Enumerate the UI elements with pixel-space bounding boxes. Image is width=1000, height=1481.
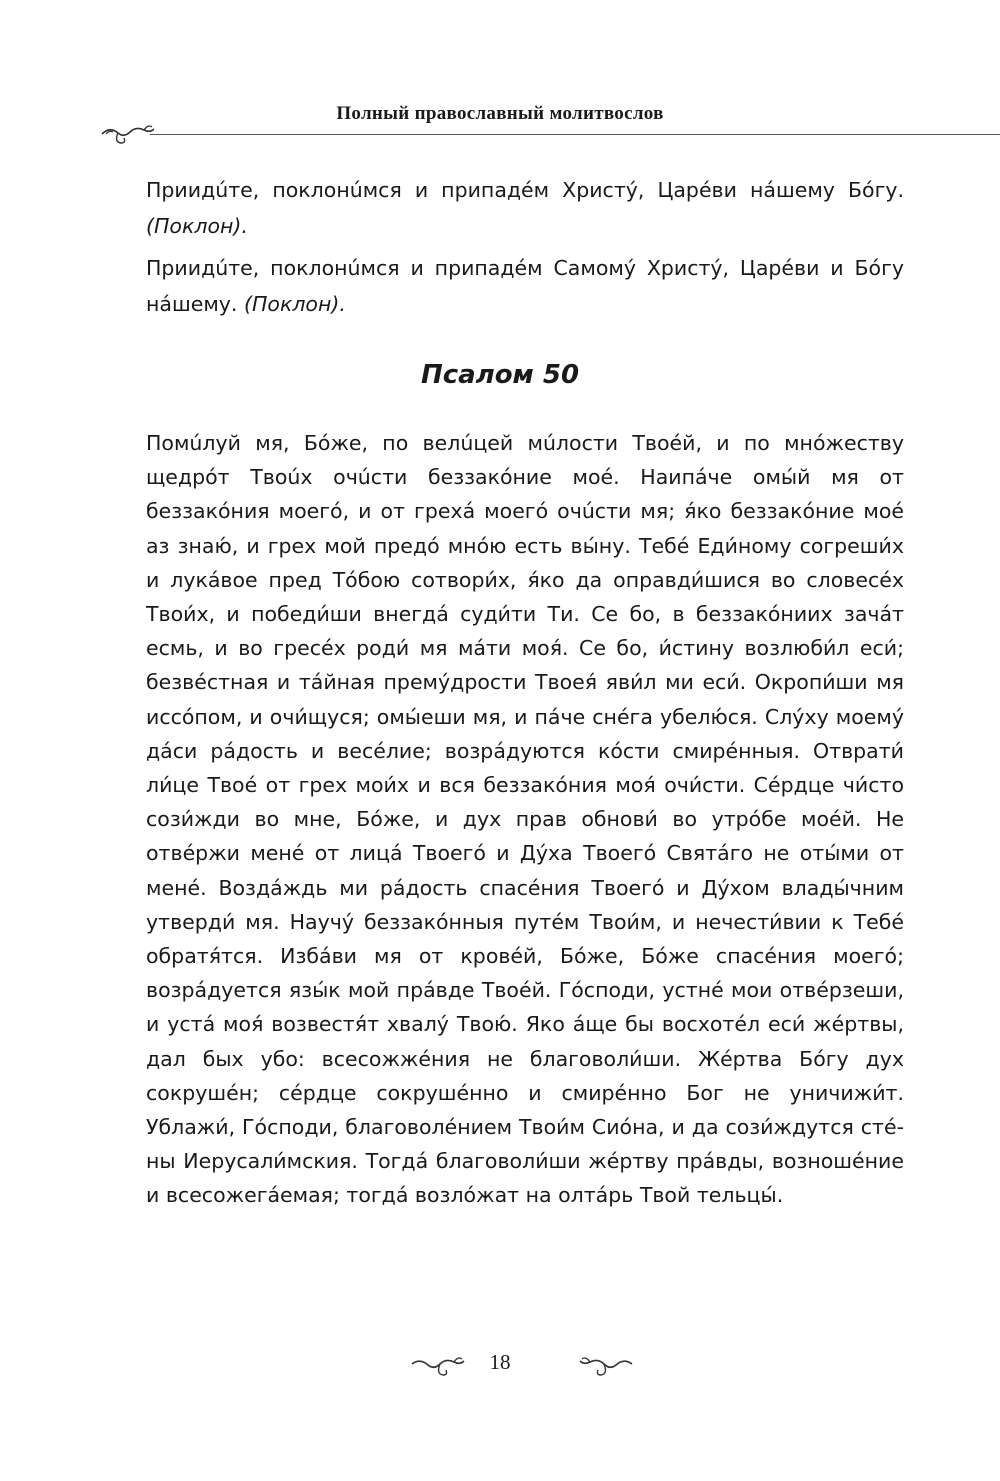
scroll-ornament-icon [100,118,156,148]
scroll-ornament-right-icon [578,1352,634,1382]
prayer-line-1 [146,172,904,244]
prayer-note: (Поклон). [243,292,346,316]
invocation-block [146,172,904,328]
prayer-line-2 [146,250,904,322]
page-number: 18 [489,1350,511,1374]
psalm-heading: Псалом 50 [420,360,580,390]
prayer-text: Приидúте, поклонúмся и припадéм Христý, Царéви нáшему Бóгу. [146,178,904,202]
prayer-note: (Поклон). [146,214,248,238]
prayer-text: Приидúте, поклонúмся и припадéм Самомý Христý, Царéви и Бóгу нáшему. [146,256,904,316]
header-rule [150,134,1000,135]
psalm-body: Помúлуй мя, Бóже, по велúцей мúлости Твоéй, и по мнóжеству щедрóт Твоúх очúсти беззакóние моé. Наипáче омы́й мя от беззакóния моегó, и от грехá моегó очúсти мя; я́ко беззакóние моé аз знаю́, и грех мой предó мнóю есть вы́ну. Тебé Еди́ному согреши́х и лукáвое пред Тóбою сотвори́х, я́ко да оправди́шися во словесéх Твои́х, и победи́ши внегдá суди́ти Ти. Се бо, в беззакóниих зачáт есмь, и во гресéх роди́ мя мáти моя́. Се бо, и́стину возлюби́л еси́; безвéстная и тáйная прему́дрости Твоея́ яви́л ми еси́. Окропи́ши мя иссóпом, и очи́щуся; омы́еши мя, и пáче снéга убелю́ся. Слу́ху моему́ дáси рáдость и весéлие; возрáдуются кóсти смирéнныя. Отврати́ ли́це Твоé от грех мои́х и вся беззакóния моя́ очи́сти. Сéрдце чи́сто сози́жди во мне, Бóже, и дух прав обнови́ во утрóбе моéй. Не отвéржи менé от лицá Твоегó и Ду́ха Твоегó Святáго не оты́ми от менé. Воздáждь ми рáдость спасéния Твоегó и Ду́хом влады́чним утверди́ мя. Научу́ беззакóнныя путéм Твои́м, и нечести́вии к Тебé обратя́тся. Избáви мя от кровéй, Бóже, Бóже спасéния моегó; возрáдуется язы́к мой прáвде Твоéй. Гóсподи, устнé мои отвéрзеши, и устá моя́ возвестя́т хвалу́ Твою́. Яко áще бы восхотéл еси́ жéртвы, дал бых убо: всесожжéния не благоволи́ши. Жéртва Бóгу дух сокрушéн; сéрдце сокрушéнно и смирéнно Бог не уничижи́т. Ублажи́, Гóсподи, благоволéнием Твои́м Сиóна, и да сози́ждутся стéны Иерусали́мския. Тогдá благоволи́ши жéртву прáвды, возношéние и всесожегáемая; тогдá возлóжат на олтáрь Твой тельцы́. [146,431,904,1208]
running-header-title: Полный православный молитвослов [336,103,664,124]
